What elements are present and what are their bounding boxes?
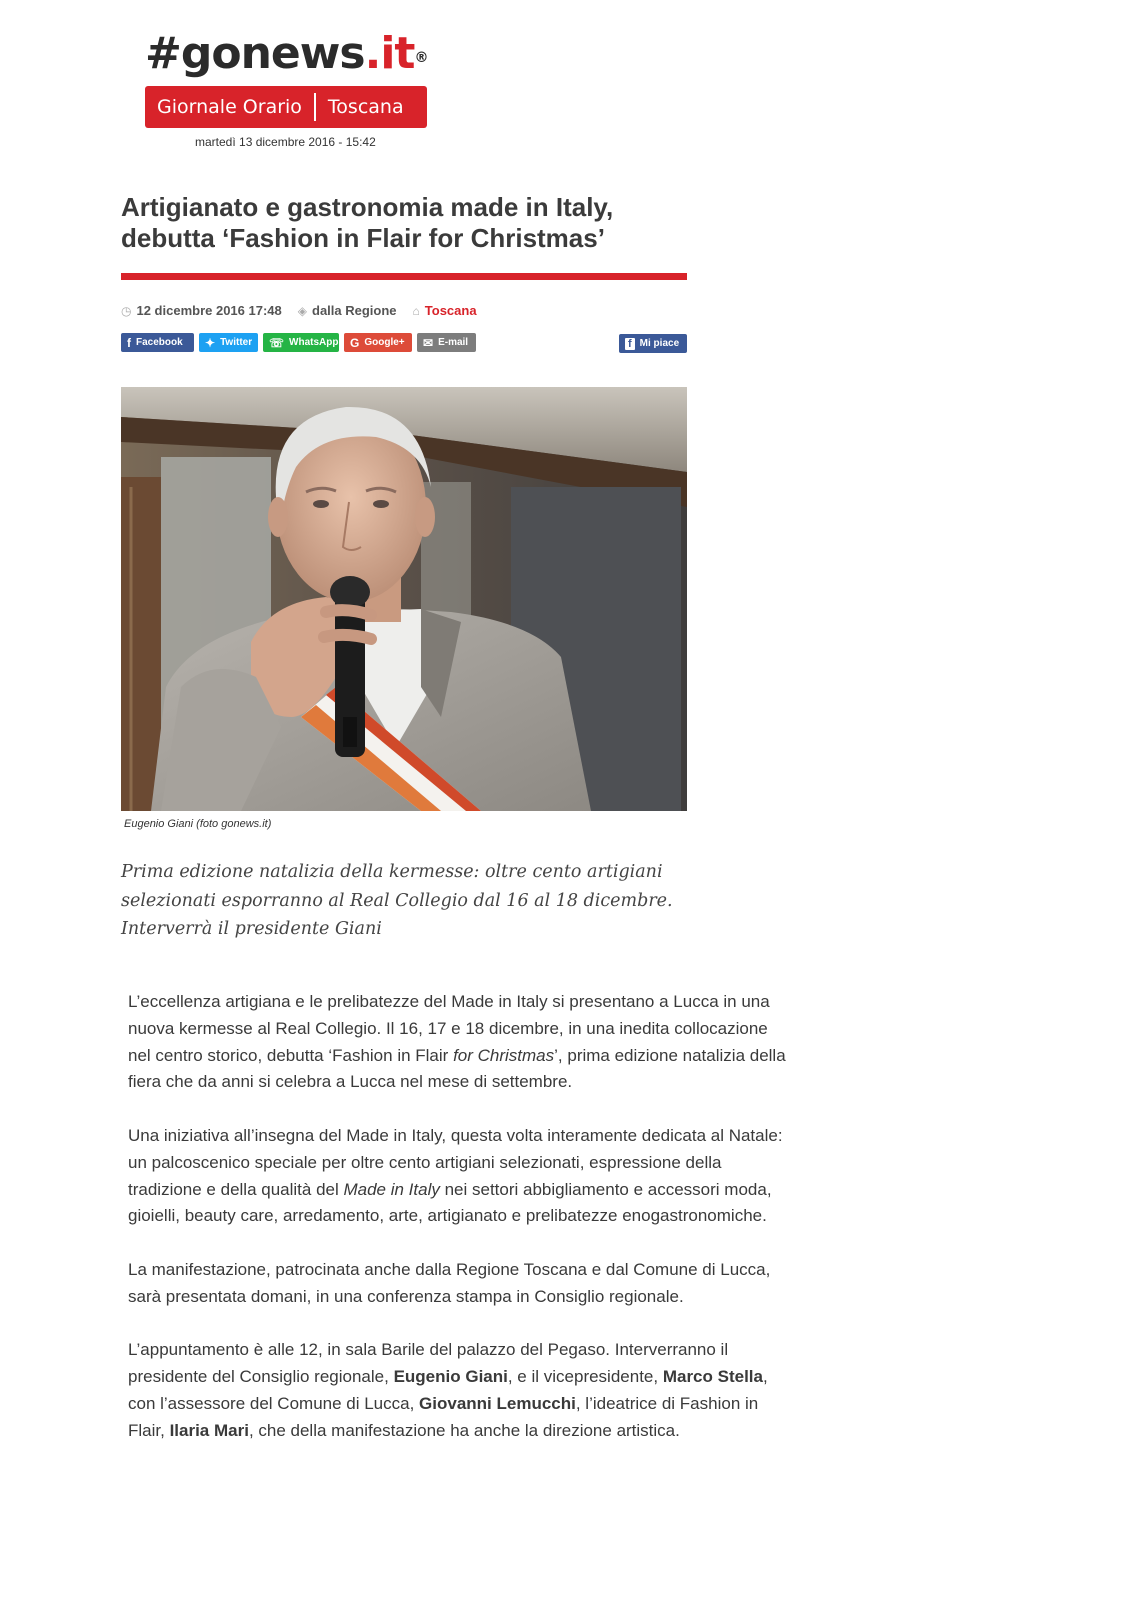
share-bar	[121, 333, 687, 353]
person-name: Giovanni Lemucchi	[419, 1393, 576, 1413]
facebook-like-button[interactable]: f Mi piace	[619, 334, 687, 353]
person-name: Ilaria Mari	[169, 1420, 249, 1440]
article-paragraph-1: L’eccellenza artigiana e le prelibatezze del Made in Italy si presentano a Lucca in una nuova kermesse al Real Collegio. Il 16, 17 e 18 dicembre, in una inedita collocazione nel centro storico, debutta ‘Fashion in Flair for Christmas’, prima edizione natalizia della fiera che da anni si celebra a Lucca nel mese di settembre.	[128, 992, 786, 1092]
article-meta	[121, 303, 493, 318]
facebook-icon: f	[625, 338, 635, 350]
article-paragraph-3: La manifestazione, patrocinata anche dalla Regione Toscana e dal Comune di Lucca, sarà presentata domani, in una conferenza stampa in Consiglio regionale.	[128, 1259, 771, 1306]
person-name: Eugenio Giani	[393, 1367, 508, 1387]
envelope-icon: ✉	[423, 335, 434, 350]
masthead-date: martedì 13 dicembre 2016 - 15:42	[195, 135, 376, 149]
home-icon: ⌂	[412, 303, 420, 318]
meta-datetime: ◷ 12 dicembre 2016 17:48	[121, 303, 282, 318]
meta-source[interactable]: ◈ dalla Regione	[297, 303, 397, 318]
banner-divider	[314, 93, 316, 121]
facebook-icon: f	[127, 335, 131, 350]
banner-region: Toscana	[327, 96, 404, 118]
person-name: Marco Stella	[662, 1367, 763, 1387]
photo-caption: Eugenio Giani (foto gonews.it)	[124, 818, 272, 830]
article-lead: Prima edizione natalizia della kermesse: oltre cento artigiani selezionati esporranno al Real Collegio dal 16 al 18 dicembre. Interverrà il presidente Giani	[121, 862, 673, 939]
meta-region[interactable]: ⌂ Toscana	[412, 303, 477, 318]
site-logo[interactable]: #gonews.it®	[145, 28, 428, 79]
masthead	[145, 28, 445, 149]
banner-giornale-orario: Giornale Orario	[157, 96, 302, 118]
share-googleplus-button[interactable]: G Google+	[344, 333, 412, 352]
article-photo[interactable]	[121, 387, 687, 811]
share-whatsapp-button[interactable]: ☏ WhatsApp	[263, 333, 339, 352]
article-title-line-2: debutta ‘Fashion in Flair for Christmas’	[121, 223, 605, 253]
share-twitter-button[interactable]: ✦ Twitter	[199, 333, 258, 352]
article-body	[128, 989, 788, 1471]
article-paragraph-2: Una iniziativa all’insegna del Made in Italy, questa volta interamente dedicata al Natale: un palcoscenico speciale per oltre cento artigiani selezionati, espressione della tradizione e della qualità del Made in Italy nei settori abbigliamento e accessori moda, gioielli, beauty care, arredamento, arte, artigianato e prelibatezze enogastronomiche.	[128, 1125, 783, 1226]
whatsapp-icon: ☏	[269, 335, 285, 350]
article-title	[121, 192, 701, 254]
photo-speaker-illustration	[121, 387, 687, 811]
article-paragraph-4: L’appuntamento è alle 12, in sala Barile del palazzo del Pegaso. Interverranno il presidente del Consiglio regionale, Eugenio Giani, e il vicepresidente, Marco Stella, con l’assessore del Comune di Lucca, Giovanni Lemucchi, l’ideatrice di Fashion in Flair, Ilaria Mari, che della manifestazione ha anche la direzione artistica.	[128, 1340, 768, 1440]
article-title-line-1: Artigianato e gastronomia made in Italy,	[121, 192, 614, 222]
googleplus-icon: G	[350, 335, 360, 350]
share-email-button[interactable]: ✉ E-mail	[417, 333, 476, 352]
twitter-icon: ✦	[205, 335, 216, 350]
clock-icon: ◷	[121, 303, 132, 318]
share-facebook-button[interactable]: f Facebook	[121, 333, 194, 352]
title-divider	[121, 273, 687, 280]
edition-banner	[145, 86, 427, 128]
tag-icon: ◈	[297, 303, 307, 318]
